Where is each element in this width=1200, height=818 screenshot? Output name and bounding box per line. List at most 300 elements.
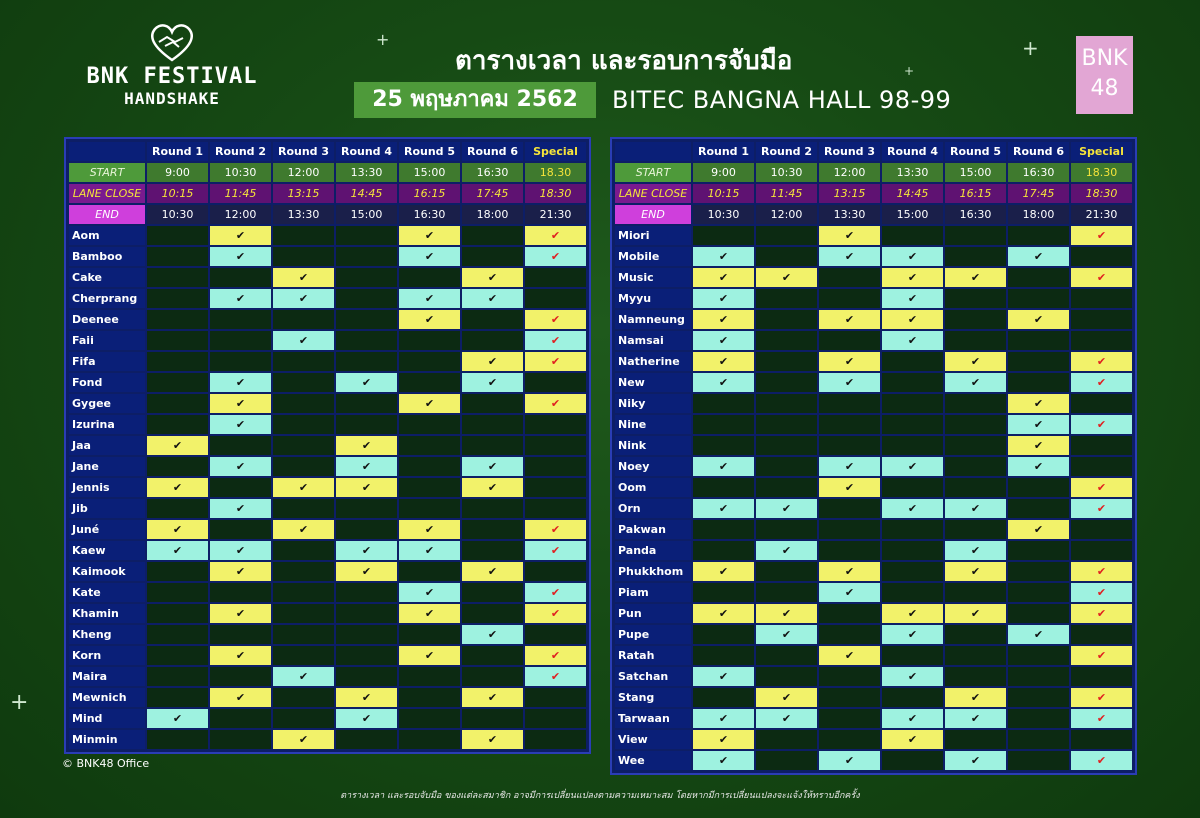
lane-close-time: 11:45 — [756, 184, 817, 203]
festival-logo — [62, 22, 282, 108]
check-mark-icon: ✔ — [1071, 583, 1132, 602]
member-row — [69, 478, 586, 497]
empty-cell — [1071, 436, 1132, 455]
check-mark-icon: ✔ — [819, 310, 880, 329]
empty-cell — [1008, 373, 1069, 392]
check-mark-icon: ✔ — [336, 373, 397, 392]
check-mark-icon: ✔ — [819, 247, 880, 266]
member-name: Natherine — [615, 352, 691, 371]
empty-cell — [273, 310, 334, 329]
empty-cell — [399, 730, 460, 749]
empty-cell — [462, 667, 523, 686]
member-name: Deenee — [69, 310, 145, 329]
empty-cell — [210, 310, 271, 329]
member-name: Pakwan — [615, 520, 691, 539]
empty-cell — [336, 352, 397, 371]
empty-cell — [147, 247, 208, 266]
check-mark-icon: ✔ — [882, 331, 943, 350]
check-mark-icon: ✔ — [336, 709, 397, 728]
check-mark-icon: ✔ — [882, 499, 943, 518]
empty-cell — [273, 709, 334, 728]
empty-cell — [756, 310, 817, 329]
empty-cell — [882, 352, 943, 371]
end-time: 16:30 — [945, 205, 1006, 224]
empty-cell — [273, 604, 334, 623]
check-mark-icon: ✔ — [399, 583, 460, 602]
empty-cell — [756, 415, 817, 434]
empty-cell — [273, 541, 334, 560]
check-mark-icon: ✔ — [210, 289, 271, 308]
empty-cell — [819, 625, 880, 644]
empty-cell — [210, 625, 271, 644]
member-name: Ratah — [615, 646, 691, 665]
empty-cell — [819, 331, 880, 350]
empty-cell — [525, 457, 586, 476]
empty-cell — [1008, 688, 1069, 707]
check-mark-icon: ✔ — [399, 646, 460, 665]
end-time: 15:00 — [882, 205, 943, 224]
empty-cell — [756, 352, 817, 371]
member-name: Oom — [615, 478, 691, 497]
empty-cell — [882, 751, 943, 770]
empty-cell — [1071, 625, 1132, 644]
start-time: 10:30 — [210, 163, 271, 182]
empty-cell — [273, 226, 334, 245]
check-mark-icon: ✔ — [945, 268, 1006, 287]
check-mark-icon: ✔ — [273, 730, 334, 749]
member-row — [69, 373, 586, 392]
empty-cell — [525, 478, 586, 497]
member-name: Cake — [69, 268, 145, 287]
member-row — [69, 730, 586, 749]
check-mark-icon: ✔ — [693, 457, 754, 476]
empty-cell — [756, 331, 817, 350]
empty-cell — [756, 373, 817, 392]
empty-cell — [273, 436, 334, 455]
member-row — [615, 247, 1132, 266]
empty-cell — [147, 562, 208, 581]
check-mark-icon: ✔ — [1071, 415, 1132, 434]
check-mark-icon: ✔ — [945, 604, 1006, 623]
empty-cell — [147, 604, 208, 623]
member-row — [615, 730, 1132, 749]
round-header: Special — [525, 142, 586, 161]
check-mark-icon: ✔ — [693, 247, 754, 266]
member-name: Fond — [69, 373, 145, 392]
check-mark-icon: ✔ — [693, 310, 754, 329]
member-row — [615, 394, 1132, 413]
member-row — [69, 457, 586, 476]
empty-cell — [945, 730, 1006, 749]
empty-cell — [756, 457, 817, 476]
check-mark-icon: ✔ — [1071, 478, 1132, 497]
empty-cell — [882, 394, 943, 413]
start-time: 9:00 — [693, 163, 754, 182]
member-name: Khamin — [69, 604, 145, 623]
empty-cell — [147, 583, 208, 602]
check-mark-icon: ✔ — [147, 541, 208, 560]
empty-cell — [756, 226, 817, 245]
check-mark-icon: ✔ — [399, 247, 460, 266]
check-mark-icon: ✔ — [336, 562, 397, 581]
check-mark-icon: ✔ — [210, 562, 271, 581]
round-header: Round 1 — [693, 142, 754, 161]
lane-close-time: 10:15 — [147, 184, 208, 203]
empty-cell — [462, 247, 523, 266]
empty-cell — [945, 394, 1006, 413]
member-row — [615, 478, 1132, 497]
empty-cell — [756, 520, 817, 539]
empty-cell — [336, 646, 397, 665]
empty-cell — [462, 499, 523, 518]
check-mark-icon: ✔ — [462, 562, 523, 581]
check-mark-icon: ✔ — [945, 541, 1006, 560]
member-name: Nink — [615, 436, 691, 455]
member-name: Kheng — [69, 625, 145, 644]
empty-cell — [1071, 457, 1132, 476]
check-mark-icon: ✔ — [210, 688, 271, 707]
check-mark-icon: ✔ — [210, 247, 271, 266]
member-name: Minmin — [69, 730, 145, 749]
lane-close-time: 16:15 — [945, 184, 1006, 203]
empty-cell — [399, 415, 460, 434]
empty-cell — [1071, 310, 1132, 329]
check-mark-icon: ✔ — [693, 289, 754, 308]
logo-line2: HANDSHAKE — [124, 89, 220, 108]
empty-cell — [273, 688, 334, 707]
empty-cell — [399, 331, 460, 350]
empty-cell — [1008, 226, 1069, 245]
empty-cell — [1071, 520, 1132, 539]
member-name: Nine — [615, 415, 691, 434]
member-row — [615, 604, 1132, 623]
empty-cell — [693, 646, 754, 665]
empty-cell — [210, 520, 271, 539]
member-row — [69, 268, 586, 287]
check-mark-icon: ✔ — [1008, 436, 1069, 455]
start-time: 16:30 — [462, 163, 523, 182]
empty-cell — [210, 709, 271, 728]
check-mark-icon: ✔ — [756, 625, 817, 644]
empty-cell — [399, 688, 460, 707]
empty-cell — [273, 625, 334, 644]
empty-cell — [693, 394, 754, 413]
empty-cell — [210, 436, 271, 455]
check-mark-icon: ✔ — [693, 562, 754, 581]
check-mark-icon: ✔ — [336, 688, 397, 707]
empty-cell — [336, 415, 397, 434]
check-mark-icon: ✔ — [693, 751, 754, 770]
check-mark-icon: ✔ — [945, 688, 1006, 707]
member-name: Jennis — [69, 478, 145, 497]
start-time-label: START — [69, 163, 145, 182]
empty-cell — [945, 583, 1006, 602]
empty-cell — [945, 667, 1006, 686]
check-mark-icon: ✔ — [945, 352, 1006, 371]
check-mark-icon: ✔ — [210, 646, 271, 665]
empty-cell — [819, 667, 880, 686]
member-name: Piam — [615, 583, 691, 602]
empty-cell — [1008, 583, 1069, 602]
check-mark-icon: ✔ — [336, 436, 397, 455]
start-time: 12:00 — [819, 163, 880, 182]
empty-cell — [1071, 394, 1132, 413]
empty-cell — [462, 520, 523, 539]
round-header: Special — [1071, 142, 1132, 161]
check-mark-icon: ✔ — [1071, 373, 1132, 392]
empty-cell — [273, 646, 334, 665]
end-time-label: END — [615, 205, 691, 224]
check-mark-icon: ✔ — [462, 352, 523, 371]
header-blank-cell — [615, 142, 691, 161]
check-mark-icon: ✔ — [756, 541, 817, 560]
venue-label: BITEC BANGNA HALL 98-99 — [612, 86, 952, 114]
empty-cell — [210, 352, 271, 371]
check-mark-icon: ✔ — [693, 352, 754, 371]
check-mark-icon: ✔ — [525, 604, 586, 623]
end-time: 18:00 — [462, 205, 523, 224]
check-mark-icon: ✔ — [945, 373, 1006, 392]
empty-cell — [1071, 730, 1132, 749]
check-mark-icon: ✔ — [882, 730, 943, 749]
empty-cell — [147, 646, 208, 665]
member-row — [69, 310, 586, 329]
check-mark-icon: ✔ — [819, 751, 880, 770]
check-mark-icon: ✔ — [399, 226, 460, 245]
member-name: Fifa — [69, 352, 145, 371]
end-time: 12:00 — [210, 205, 271, 224]
empty-cell — [882, 583, 943, 602]
check-mark-icon: ✔ — [462, 268, 523, 287]
empty-cell — [1008, 646, 1069, 665]
check-mark-icon: ✔ — [147, 709, 208, 728]
check-mark-icon: ✔ — [462, 457, 523, 476]
check-mark-icon: ✔ — [336, 478, 397, 497]
empty-cell — [945, 478, 1006, 497]
check-mark-icon: ✔ — [210, 604, 271, 623]
empty-cell — [1008, 709, 1069, 728]
empty-cell — [1008, 478, 1069, 497]
check-mark-icon: ✔ — [210, 457, 271, 476]
check-mark-icon: ✔ — [147, 436, 208, 455]
member-row — [615, 562, 1132, 581]
round-header: Round 2 — [756, 142, 817, 161]
header-blank-cell — [69, 142, 145, 161]
member-name: Izurina — [69, 415, 145, 434]
empty-cell — [525, 373, 586, 392]
empty-cell — [210, 478, 271, 497]
empty-cell — [1071, 667, 1132, 686]
check-mark-icon: ✔ — [147, 478, 208, 497]
schedule-table-left — [64, 137, 591, 754]
empty-cell — [756, 478, 817, 497]
start-time: 13:30 — [882, 163, 943, 182]
empty-cell — [819, 289, 880, 308]
member-name: Satchan — [615, 667, 691, 686]
empty-cell — [693, 415, 754, 434]
member-name: Panda — [615, 541, 691, 560]
end-time: 16:30 — [399, 205, 460, 224]
empty-cell — [210, 583, 271, 602]
empty-cell — [273, 247, 334, 266]
check-mark-icon: ✔ — [273, 520, 334, 539]
empty-cell — [399, 625, 460, 644]
empty-cell — [462, 709, 523, 728]
round-header: Round 3 — [273, 142, 334, 161]
member-name: Faii — [69, 331, 145, 350]
member-row — [615, 520, 1132, 539]
check-mark-icon: ✔ — [693, 667, 754, 686]
member-name: Mind — [69, 709, 145, 728]
member-name: Wee — [615, 751, 691, 770]
empty-cell — [336, 226, 397, 245]
member-row — [69, 562, 586, 581]
check-mark-icon: ✔ — [1071, 604, 1132, 623]
empty-cell — [1008, 352, 1069, 371]
round-header: Round 6 — [462, 142, 523, 161]
member-name: Noey — [615, 457, 691, 476]
member-row — [69, 646, 586, 665]
member-row — [615, 457, 1132, 476]
empty-cell — [399, 373, 460, 392]
heart-handshake-icon — [147, 22, 197, 62]
empty-cell — [336, 730, 397, 749]
check-mark-icon: ✔ — [1071, 688, 1132, 707]
empty-cell — [1071, 331, 1132, 350]
member-row — [615, 688, 1132, 707]
member-row — [615, 751, 1132, 770]
member-name: Namsai — [615, 331, 691, 350]
empty-cell — [819, 520, 880, 539]
empty-cell — [336, 331, 397, 350]
empty-cell — [273, 373, 334, 392]
member-row — [615, 625, 1132, 644]
start-time: 15:00 — [945, 163, 1006, 182]
empty-cell — [945, 310, 1006, 329]
member-name: Pupe — [615, 625, 691, 644]
empty-cell — [399, 457, 460, 476]
end-time: 13:30 — [819, 205, 880, 224]
start-time: 9:00 — [147, 163, 208, 182]
member-name: Niky — [615, 394, 691, 413]
check-mark-icon: ✔ — [945, 562, 1006, 581]
member-name: Myyu — [615, 289, 691, 308]
empty-cell — [336, 247, 397, 266]
check-mark-icon: ✔ — [882, 625, 943, 644]
empty-cell — [693, 520, 754, 539]
check-mark-icon: ✔ — [693, 730, 754, 749]
check-mark-icon: ✔ — [525, 226, 586, 245]
empty-cell — [336, 604, 397, 623]
empty-cell — [210, 667, 271, 686]
check-mark-icon: ✔ — [210, 415, 271, 434]
empty-cell — [147, 730, 208, 749]
empty-cell — [336, 289, 397, 308]
empty-cell — [756, 247, 817, 266]
check-mark-icon: ✔ — [819, 226, 880, 245]
copyright: © BNK48 Office — [62, 757, 150, 770]
empty-cell — [336, 394, 397, 413]
empty-cell — [147, 268, 208, 287]
member-row — [615, 583, 1132, 602]
empty-cell — [693, 541, 754, 560]
member-row — [69, 247, 586, 266]
check-mark-icon: ✔ — [882, 709, 943, 728]
end-time: 12:00 — [756, 205, 817, 224]
check-mark-icon: ✔ — [693, 268, 754, 287]
check-mark-icon: ✔ — [1008, 310, 1069, 329]
empty-cell — [147, 226, 208, 245]
start-time-label: START — [615, 163, 691, 182]
empty-cell — [1008, 268, 1069, 287]
check-mark-icon: ✔ — [525, 331, 586, 350]
empty-cell — [819, 394, 880, 413]
member-name: Pun — [615, 604, 691, 623]
start-time: 12:00 — [273, 163, 334, 182]
member-row — [69, 667, 586, 686]
sparkle-icon: + — [1022, 36, 1039, 60]
empty-cell — [819, 268, 880, 287]
check-mark-icon: ✔ — [945, 751, 1006, 770]
check-mark-icon: ✔ — [819, 562, 880, 581]
check-mark-icon: ✔ — [525, 646, 586, 665]
empty-cell — [525, 688, 586, 707]
empty-cell — [819, 436, 880, 455]
check-mark-icon: ✔ — [1008, 520, 1069, 539]
empty-cell — [882, 541, 943, 560]
check-mark-icon: ✔ — [462, 478, 523, 497]
empty-cell — [819, 499, 880, 518]
member-name: Miori — [615, 226, 691, 245]
empty-cell — [147, 457, 208, 476]
check-mark-icon: ✔ — [882, 247, 943, 266]
empty-cell — [462, 646, 523, 665]
empty-cell — [525, 562, 586, 581]
empty-cell — [336, 625, 397, 644]
empty-cell — [1008, 751, 1069, 770]
empty-cell — [945, 415, 1006, 434]
check-mark-icon: ✔ — [756, 688, 817, 707]
end-time: 15:00 — [336, 205, 397, 224]
check-mark-icon: ✔ — [1071, 352, 1132, 371]
empty-cell — [1071, 247, 1132, 266]
empty-cell — [756, 394, 817, 413]
member-row — [615, 310, 1132, 329]
empty-cell — [945, 520, 1006, 539]
empty-cell — [462, 415, 523, 434]
check-mark-icon: ✔ — [210, 541, 271, 560]
check-mark-icon: ✔ — [882, 604, 943, 623]
empty-cell — [525, 268, 586, 287]
empty-cell — [882, 436, 943, 455]
member-name: Mobile — [615, 247, 691, 266]
member-name: Orn — [615, 499, 691, 518]
empty-cell — [273, 394, 334, 413]
member-name: Music — [615, 268, 691, 287]
end-time: 10:30 — [147, 205, 208, 224]
member-name: Maira — [69, 667, 145, 686]
empty-cell — [336, 499, 397, 518]
empty-cell — [819, 541, 880, 560]
member-name: Jib — [69, 499, 145, 518]
empty-cell — [399, 478, 460, 497]
empty-cell — [147, 331, 208, 350]
member-name: Namneung — [615, 310, 691, 329]
member-row — [615, 499, 1132, 518]
member-row — [615, 331, 1132, 350]
member-name: Mewnich — [69, 688, 145, 707]
member-name: Jaa — [69, 436, 145, 455]
